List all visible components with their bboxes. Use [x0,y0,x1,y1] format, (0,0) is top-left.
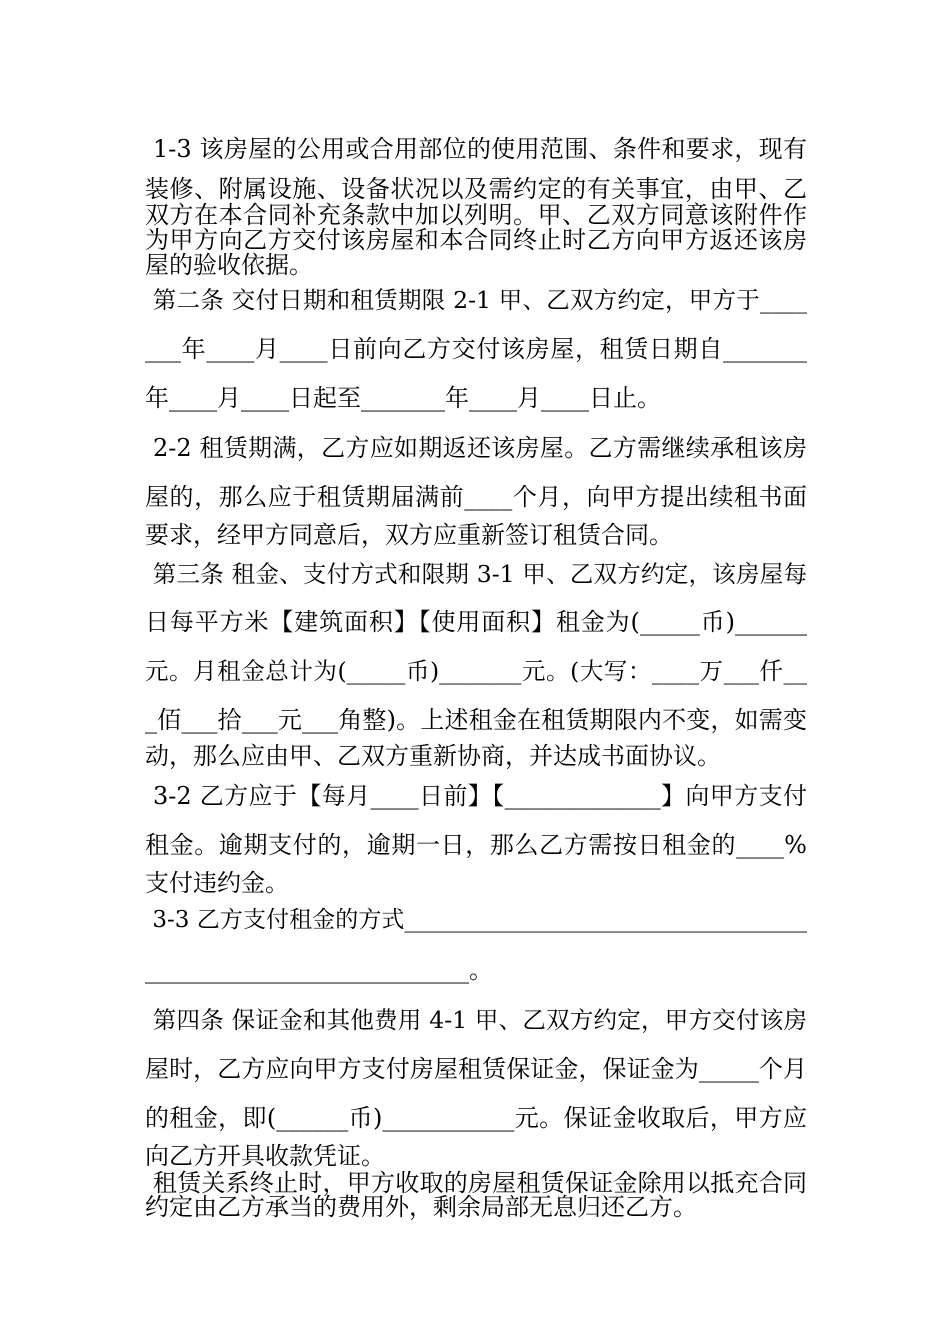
text-line: 屋的，那么应于租赁期届满前____个月，向甲方提出续租书面 [145,483,807,511]
text-line: ___________________________。 [145,956,493,984]
text-line: 第三条 租金、支付方式和限期 3-1 甲、乙双方约定，该房屋每 [145,560,807,588]
text-line: 3-3 乙方支付租金的方式___________________________________ [145,907,807,933]
text-line: 2-2 租赁期满，乙方应如期返还该房屋。乙方需继续承租该房 [145,434,807,462]
text-line: _佰___拾___元___角整)。上述租金在租赁期限内不变，如需变 [145,706,807,734]
text-line: 租金。逾期支付的，逾期一日，那么乙方需按日租金的____% [145,831,807,859]
text-line: 1-3 该房屋的公用或合用部位的使用范围、条件和要求，现有 [145,135,807,163]
text-line: 年____月____日起至_______年____月____日止。 [145,384,661,412]
text-line: 租赁关系终止时，甲方收取的房屋租赁保证金除用以抵充合同 [145,1169,807,1197]
text-line: 日每平方米【建筑面积】【使用面积】租金为(_____币)______ [145,608,807,636]
text-line: 支付违约金。 [145,869,289,897]
text-line: 约定由乙方承当的费用外，剩余局部无息归还乙方。 [145,1193,697,1221]
text-line: 向乙方开具收款凭证。 [145,1142,385,1170]
text-line: 要求，经甲方同意后，双方应重新签订租赁合同。 [145,521,673,549]
text-line: 为甲方向乙方交付该房屋和本合同终止时乙方向甲方返还该房 [145,226,807,254]
text-line: 第二条 交付日期和租赁期限 2-1 甲、乙双方约定，甲方于____ [145,286,807,314]
text-line: 双方在本合同补充条款中加以列明。甲、乙双方同意该附件作 [145,201,807,229]
text-line: 屋时，乙方应向甲方支付房屋租赁保证金，保证金为_____个月 [145,1055,807,1083]
text-line: 3-2 乙方应于【每月____日前】【_____________】向甲方支付 [145,782,807,810]
text-line: 的租金，即(______币)___________元。保证金收取后，甲方应 [145,1104,807,1132]
text-line: 第四条 保证金和其他费用 4-1 甲、乙双方约定，甲方交付该房 [145,1006,807,1034]
text-line: ___年____月____日前向乙方交付该房屋，租赁日期自_______ [145,335,807,363]
text-line: 动，那么应由甲、乙双方重新协商，并达成书面协议。 [145,742,721,770]
text-line: 屋的验收依据。 [145,251,313,279]
text-line: 装修、附属设施、设备状况以及需约定的有关事宜，由甲、乙 [145,175,807,203]
text-line: 元。月租金总计为(_____币)_______元。(大写：____万___仟__ [145,657,807,685]
